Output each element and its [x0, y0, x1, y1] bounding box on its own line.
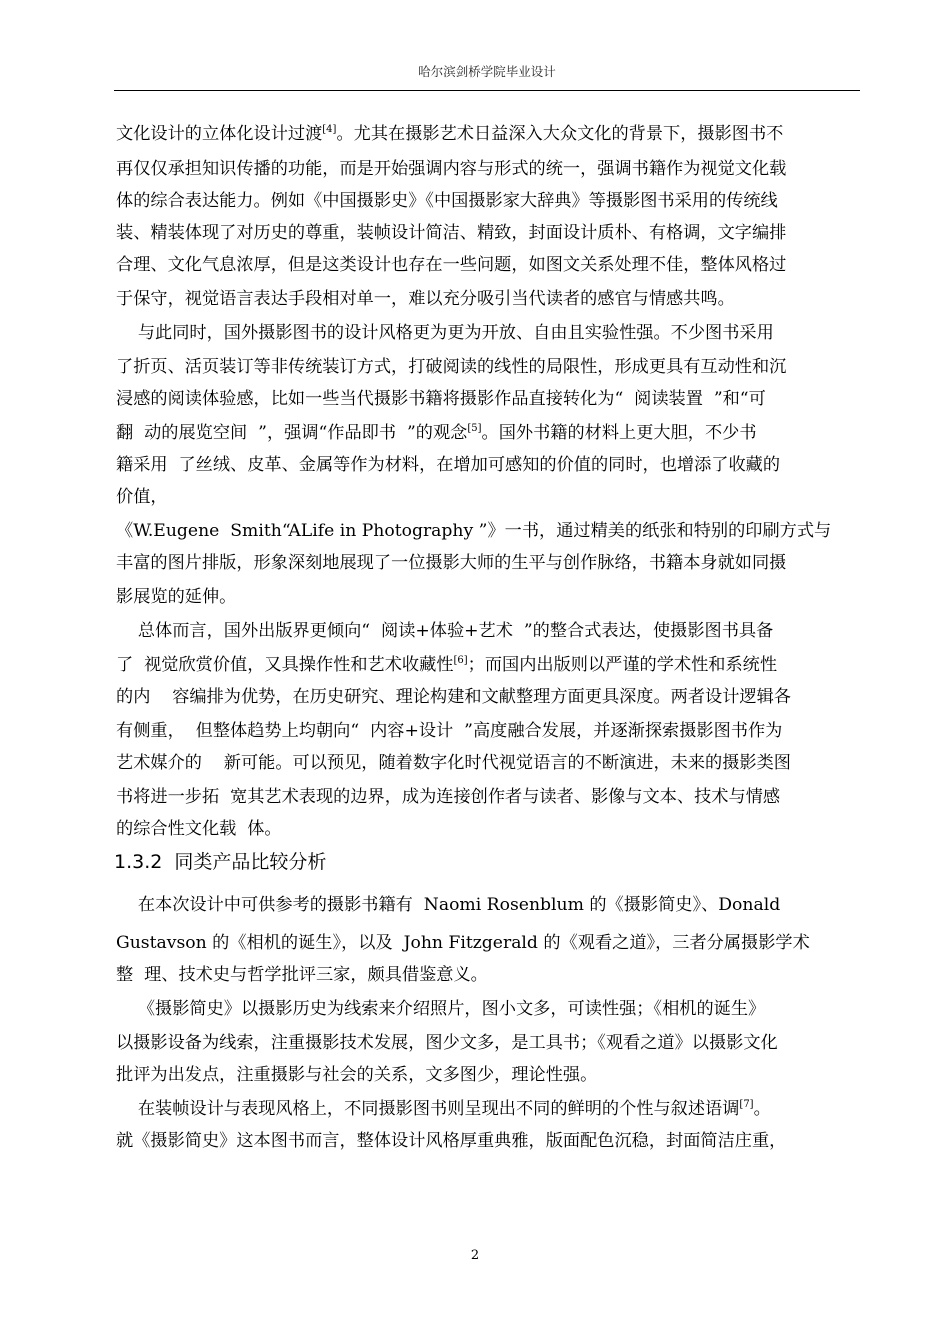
text-line [116, 387, 766, 411]
text-line [116, 653, 777, 677]
line-text: 合理、文化气息浓厚，但是这类设计也存在一些问题，如图文关系处理不佳，整体风格过 [116, 255, 787, 275]
text-line [116, 1129, 786, 1153]
line-text: 与此同时，国外摄影图书的设计风格更为更为开放、自由且实验性强。不少图书采用 [116, 323, 774, 343]
line-text: 总体而言，国外出版界更倾向“ 阅读+体验+艺术 ”的整合式表达，使摄影图书具备 [116, 621, 774, 641]
line-text: 《摄影简史》以摄影历史为线索来介绍照片，图小文多，可读性强；《相机的诞生》 [116, 999, 766, 1019]
text-line [116, 485, 168, 509]
text-line [116, 321, 774, 345]
line-text: 以摄影设备为线索，注重摄影技术发展，图少文多，是工具书；《观看之道》以摄影文化 [116, 1033, 778, 1053]
line-text: Gustavson 的《相机的诞生》，以及 John Fitzgerald 的《观看之道》，三者分属摄影学术 [116, 933, 810, 953]
text-line [116, 253, 786, 277]
text-line [116, 157, 786, 181]
citation-marker: [4] [322, 124, 337, 135]
text-line [116, 997, 765, 1021]
line-text: 体的综合表达能力。例如《中国摄影史》《中国摄影家大辞典》等摄影图书采用的传统线 [116, 191, 778, 211]
line-text: 就《摄影简史》这本图书而言，整体设计风格厚重典雅，版面配色沉稳，封面简洁庄重， [116, 1131, 787, 1151]
line-text-continued: 。 [753, 1099, 771, 1119]
line-text-continued: ；而国内出版则以严谨的学术性和系统性 [467, 655, 778, 675]
running-header: 哈尔滨剑桥学院毕业设计 [418, 64, 556, 79]
section-heading: 1.3.2 同类产品比较分析 [114, 851, 327, 873]
line-text: 艺术媒介的 新可能。可以预见，随着数字化时代视觉语言的不断演进，未来的摄影类图 [116, 753, 791, 773]
line-text: 文化设计的立体化设计过渡 [116, 124, 323, 144]
line-text-continued: 。尤其在摄影艺术日益深入大众文化的背景下，摄影图书不 [336, 124, 784, 144]
header-divider [114, 90, 860, 91]
line-text: 再仅仅承担知识传播的功能，而是开始强调内容与形式的统一，强调书籍作为视觉文化载 [116, 159, 787, 179]
text-line [116, 619, 773, 643]
line-text: 于保守，视觉语言表达手段相对单一，难以充分吸引当代读者的感官与情感共鸣。 [116, 289, 735, 309]
text-line [116, 685, 791, 709]
line-text: 了 视觉欣赏价值，又具操作性和艺术收藏性 [116, 655, 454, 675]
citation-marker: [6] [453, 655, 468, 666]
line-text: 批评为出发点，注重摄影与社会的关系，文多图少，理论性强。 [116, 1065, 598, 1085]
text-line [116, 785, 780, 809]
line-text: 的内 容编排为优势，在历史研究、理论构建和文献整理方面更具深度。两者设计逻辑各 [116, 687, 791, 707]
text-line [116, 751, 791, 775]
line-text: 在本次设计中可供参考的摄影书籍有 Naomi Rosenblum 的《摄影简史》、Donald [116, 895, 781, 915]
citation-marker: [5] [467, 423, 482, 434]
text-line [116, 1097, 771, 1121]
citation-marker: [7] [739, 1099, 754, 1110]
line-text: 丰富的图片排版，形象深刻地展现了一位摄影大师的生平与创作脉络，书籍本身就如同摄 [116, 553, 787, 573]
line-text: 翻 动的展览空间 ”，强调“作品即书 ”的观念 [116, 423, 468, 443]
line-text: 书将进一步拓 宽其艺术表现的边界，成为连接创作者与读者、影像与文本、技术与情感 [116, 787, 781, 807]
line-text: 价值， [116, 487, 168, 507]
text-line [116, 817, 282, 841]
text-line [116, 287, 735, 311]
text-line [116, 1063, 597, 1087]
text-line [116, 551, 786, 575]
text-line [116, 421, 757, 445]
page-number: 2 [470, 1248, 480, 1263]
text-line [116, 453, 780, 477]
text-line [116, 585, 236, 609]
line-text: 有侧重， 但整体趋势上均朝向“ 内容+设计 ”高度融合发展，并逐渐探索摄影图书作为 [116, 721, 783, 741]
text-line [116, 122, 783, 146]
line-text: 籍采用 了丝绒、皮革、金属等作为材料，在增加可感知的价值的同时，也增添了收藏的 [116, 455, 781, 475]
text-line [116, 893, 780, 917]
line-text: 了折页、活页装订等非传统装订方式，打破阅读的线性的局限性，形成更具有互动性和沉 [116, 357, 787, 377]
line-text-continued: 。国外书籍的材料上更大胆，不少书 [481, 423, 757, 443]
line-text: 浸感的阅读体验感，比如一些当代摄影书籍将摄影作品直接转化为“ 阅读装置 ”和“可 [116, 389, 766, 409]
line-text: 装、精装体现了对历史的尊重，装帧设计简洁、精致，封面设计质朴、有格调，文字编排 [116, 223, 787, 243]
text-line [116, 221, 786, 245]
text-line [116, 931, 810, 955]
text-line [116, 519, 831, 543]
line-text: 在装帧设计与表现风格上，不同摄影图书则呈现出不同的鲜明的个性与叙述语调 [116, 1099, 740, 1119]
line-text: 整 理、技术史与哲学批评三家，颇具借鉴意义。 [116, 965, 488, 985]
text-line [116, 355, 786, 379]
line-text: 《W.Eugene Smith“ALife in Photography ”》一书，通过精美的纸张和特别的印刷方式与 [116, 521, 832, 541]
line-text: 影展览的延伸。 [116, 587, 237, 607]
line-text: 的综合性文化载 体。 [116, 819, 282, 839]
text-line [116, 189, 778, 213]
text-line [116, 963, 488, 987]
text-line [116, 1031, 778, 1055]
text-line [116, 719, 782, 743]
